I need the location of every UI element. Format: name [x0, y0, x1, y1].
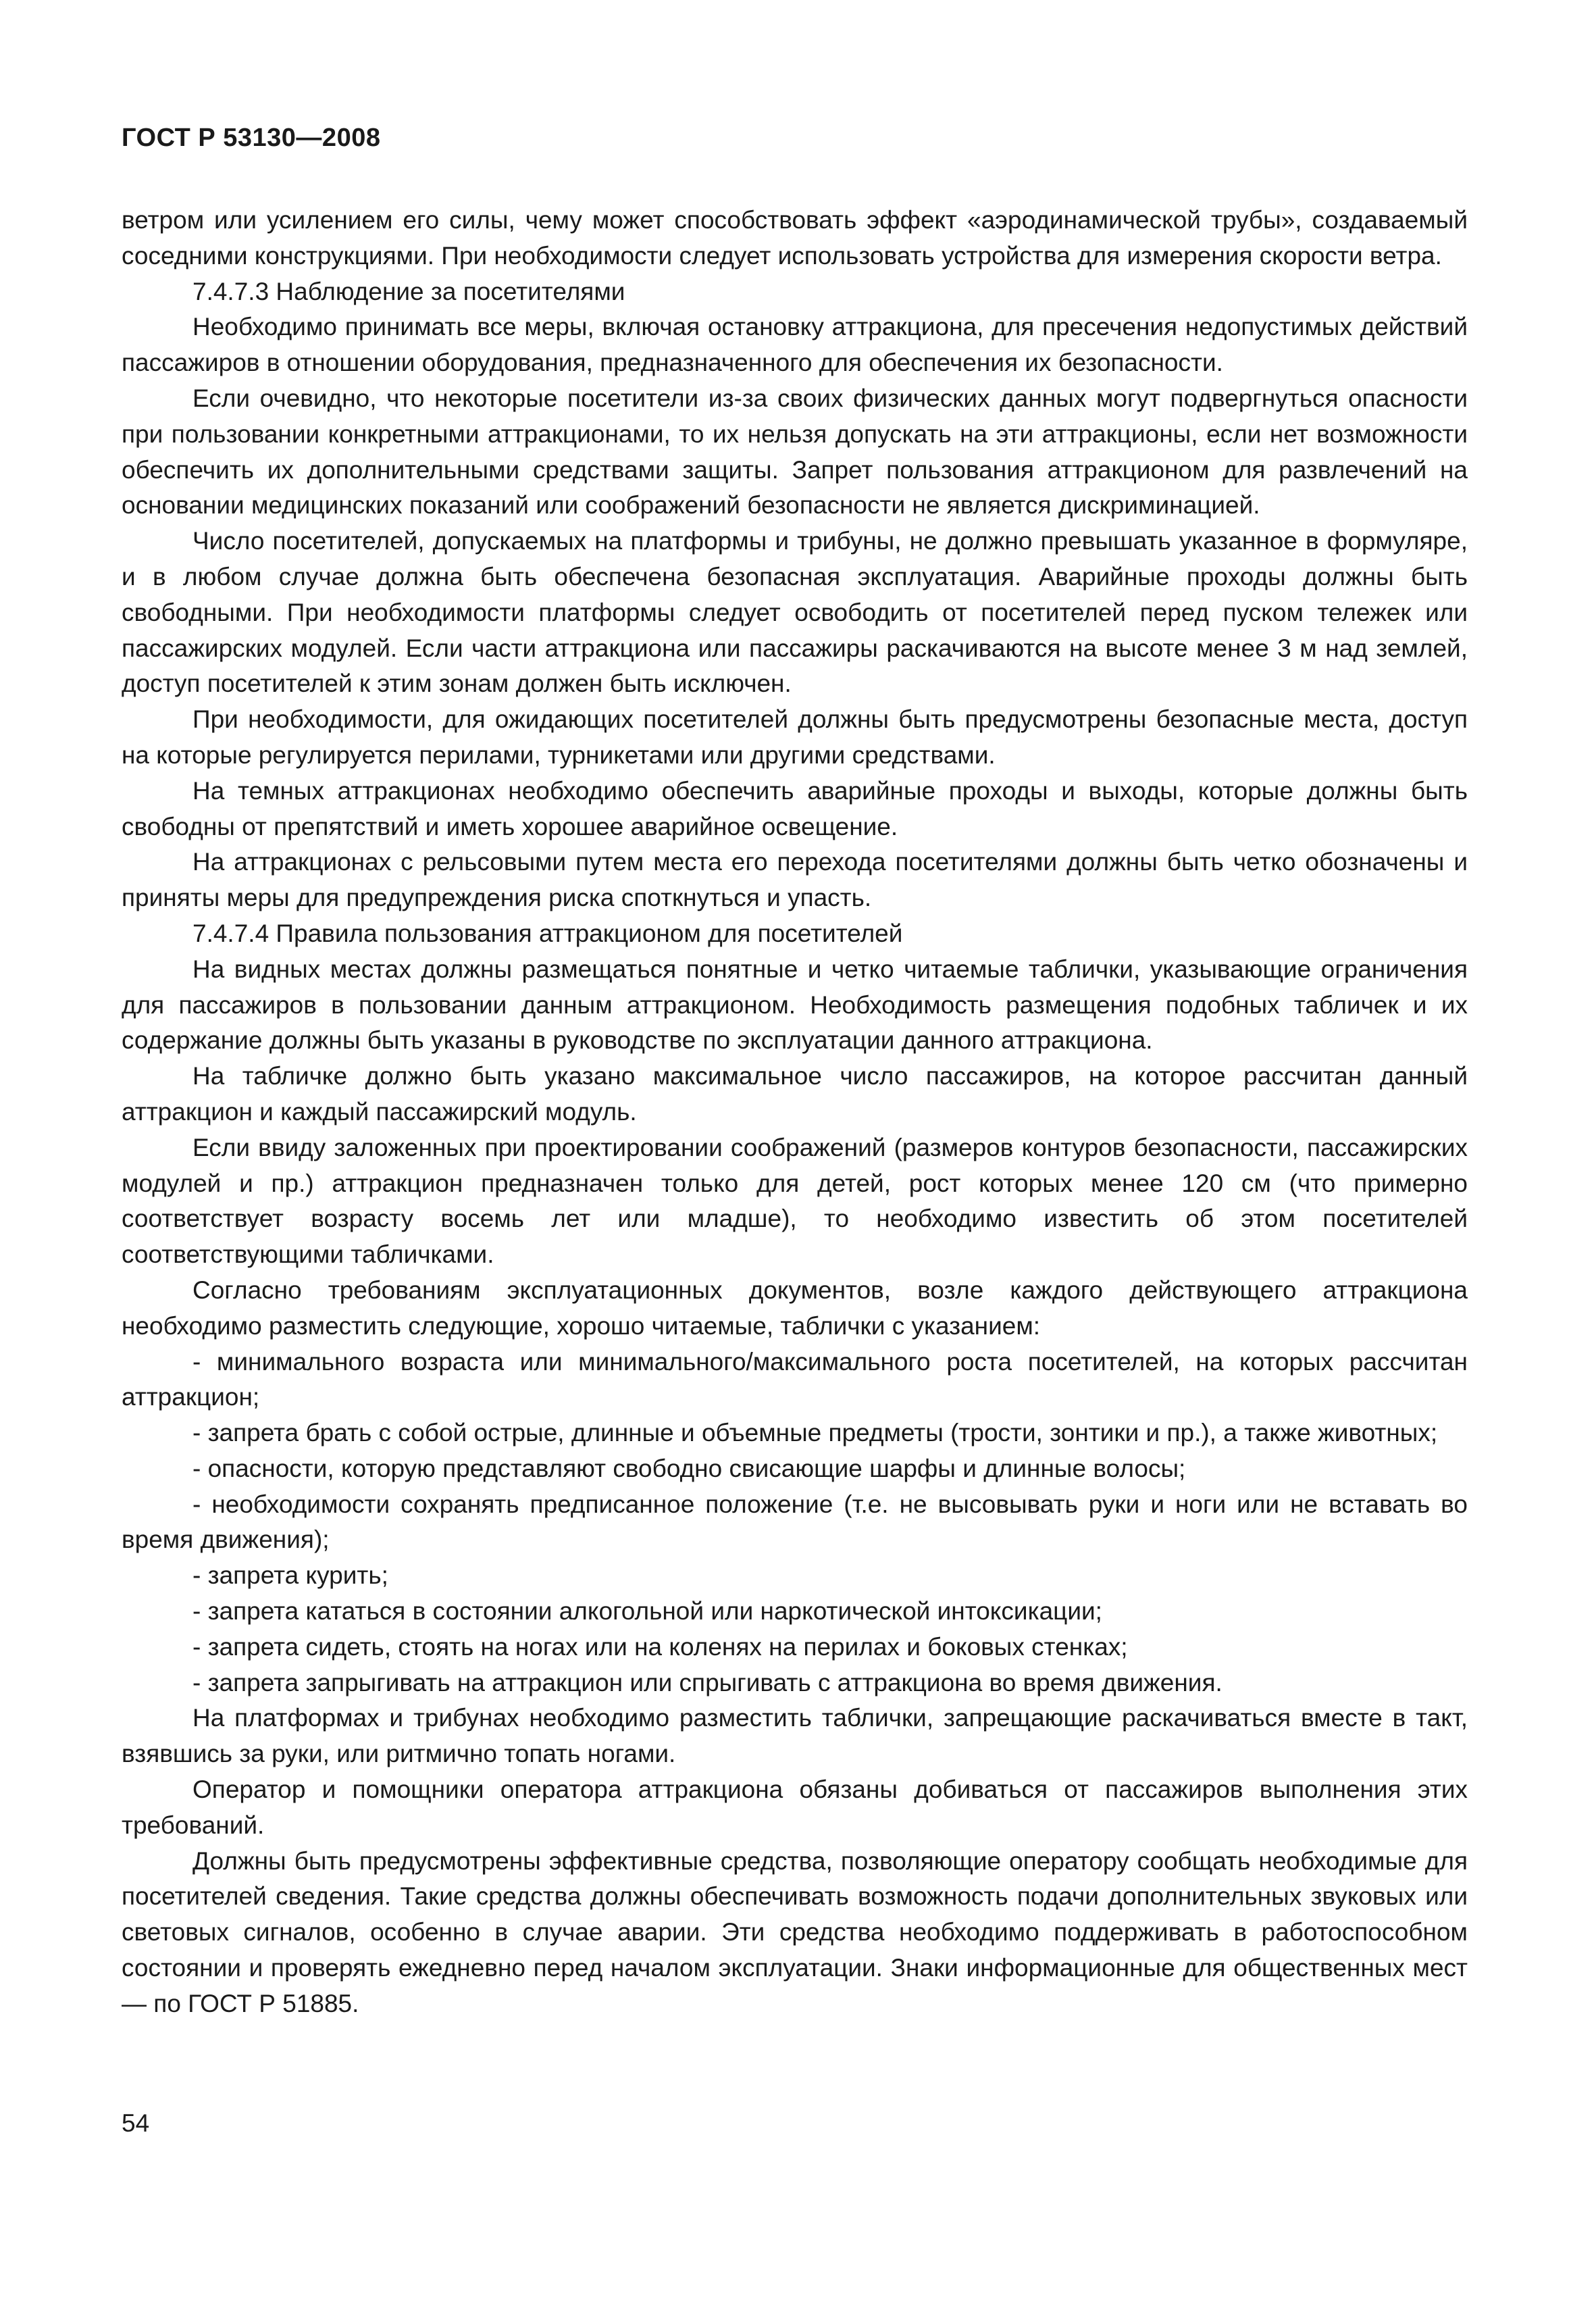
section-heading-7-4-7-4: 7.4.7.4 Правила пользования аттракционом для посетителей: [192, 919, 903, 947]
paragraph-continuation: ветром или усилением его силы, чему может способствовать эффект «аэродинамической трубы», создаваемый соседними конструкциями. При необходимости следует использовать устройства для измерения скорости ветра.: [122, 206, 1468, 270]
paragraph: Необходимо принимать все меры, включая остановку аттракциона, для пресечения недопустимых действий пассажиров в отношении оборудования, предназначенного для обеспечения их безопасности.: [122, 313, 1468, 377]
list-item: - запрета кататься в состоянии алкогольной или наркотической интоксикации;: [192, 1597, 1102, 1626]
list-item: - запрета сидеть, стоять на ногах или на коленях на перилах и боковых стенках;: [192, 1632, 1128, 1661]
paragraph: Число посетителей, допускаемых на платформы и трибуны, не должно превышать указанное в формуляре, и в любом случае должна быть обеспечена безопасная эксплуатация. Аварийные проходы должны быть свободными. При необходимости платформы следует освободить от посетителей перед пуском тележек или пассажирских модулей. Если части аттракциона или пассажиры раскачиваются на высоте менее 3 м над землей, доступ посетителей к этим зонам должен быть исключен.: [122, 527, 1468, 698]
list-item: - необходимости сохранять предписанное положение (т.е. не высовывать руки и ноги или не вставать во время движения);: [122, 1490, 1468, 1554]
paragraph: Согласно требованиям эксплуатационных документов, возле каждого действующего аттракциона необходимо разместить следующие, хорошо читаемые, таблички с указанием:: [122, 1276, 1468, 1340]
paragraph: Если ввиду заложенных при проектировании соображений (размеров контуров безопасности, пассажирских модулей и пр.) аттракцион предназначен только для детей, рост которых менее 120 см (что примерно соответствует возрасту восемь лет или младше), то необходимо известить об этом посетителей соответствующими табличками.: [122, 1133, 1468, 1269]
paragraph: На видных местах должны размещаться понятные и четко читаемые таблички, указывающие ограничения для пассажиров в пользовании данным аттракционом. Необходимость размещения подобных табличек и их содержание должны быть указаны в руководстве по эксплуатации данного аттракциона.: [122, 955, 1468, 1055]
list-item: - запрета запрыгивать на аттракцион или спрыгивать с аттракциона во время движения.: [192, 1668, 1222, 1696]
list-item: - опасности, которую представляют свободно свисающие шарфы и длинные волосы;: [192, 1454, 1186, 1482]
list-item: - запрета курить;: [192, 1561, 388, 1590]
paragraph: Должны быть предусмотрены эффективные средства, позволяющие оператору сообщать необходимые для посетителей сведения. Такие средства должны обеспечивать возможность подачи дополнительных звуковых или световых сигналов, особенно в случае аварии. Эти средства необходимо поддерживать в работоспособном состоянии и проверять ежедневно перед началом эксплуатации. Знаки информационные для общественных мест — по ГОСТ Р 51885.: [122, 1846, 1468, 2017]
page-number: 54: [122, 2109, 150, 2137]
paragraph: При необходимости, для ожидающих посетителей должны быть предусмотрены безопасные места, доступ на которые регулируется перилами, турникетами или другими средствами.: [122, 705, 1468, 769]
list-item: - запрета брать с собой острые, длинные и объемные предметы (трости, зонтики и пр.), а также животных;: [192, 1419, 1438, 1447]
paragraph: Если очевидно, что некоторые посетители из-за своих физических данных могут подвергнуться опасности при пользовании конкретными аттракционами, то их нельзя допускать на эти аттракционы, если нет возможности обеспечить их дополнительными средствами защиты. Запрет пользования аттракционом для развлечений на основании медицинских показаний или соображений безопасности не является дискриминацией.: [122, 384, 1468, 520]
document-header: ГОСТ Р 53130—2008: [122, 124, 381, 152]
list-item: - минимального возраста или минимального/максимального роста посетителей, на которых рассчитан аттракцион;: [122, 1347, 1468, 1411]
paragraph: На аттракционах с рельсовыми путем места его перехода посетителями должны быть четко обозначены и приняты меры для предупреждения риска споткнуться и упасть.: [122, 848, 1468, 912]
paragraph: Оператор и помощники оператора аттракциона обязаны добиваться от пассажиров выполнения этих требований.: [122, 1776, 1468, 1839]
paragraph: На темных аттракционах необходимо обеспечить аварийные проходы и выходы, которые должны быть свободны от препятствий и иметь хорошее аварийное освещение.: [122, 776, 1468, 840]
section-heading-7-4-7-3: 7.4.7.3 Наблюдение за посетителями: [192, 277, 625, 305]
document-body: [122, 203, 1468, 2022]
paragraph: На платформах и трибунах необходимо разместить таблички, запрещающие раскачиваться вместе в такт, взявшись за руки, или ритмично топать ногами.: [122, 1704, 1468, 1768]
paragraph: На табличке должно быть указано максимальное число пассажиров, на которое рассчитан данный аттракцион и каждый пассажирский модуль.: [122, 1062, 1468, 1126]
